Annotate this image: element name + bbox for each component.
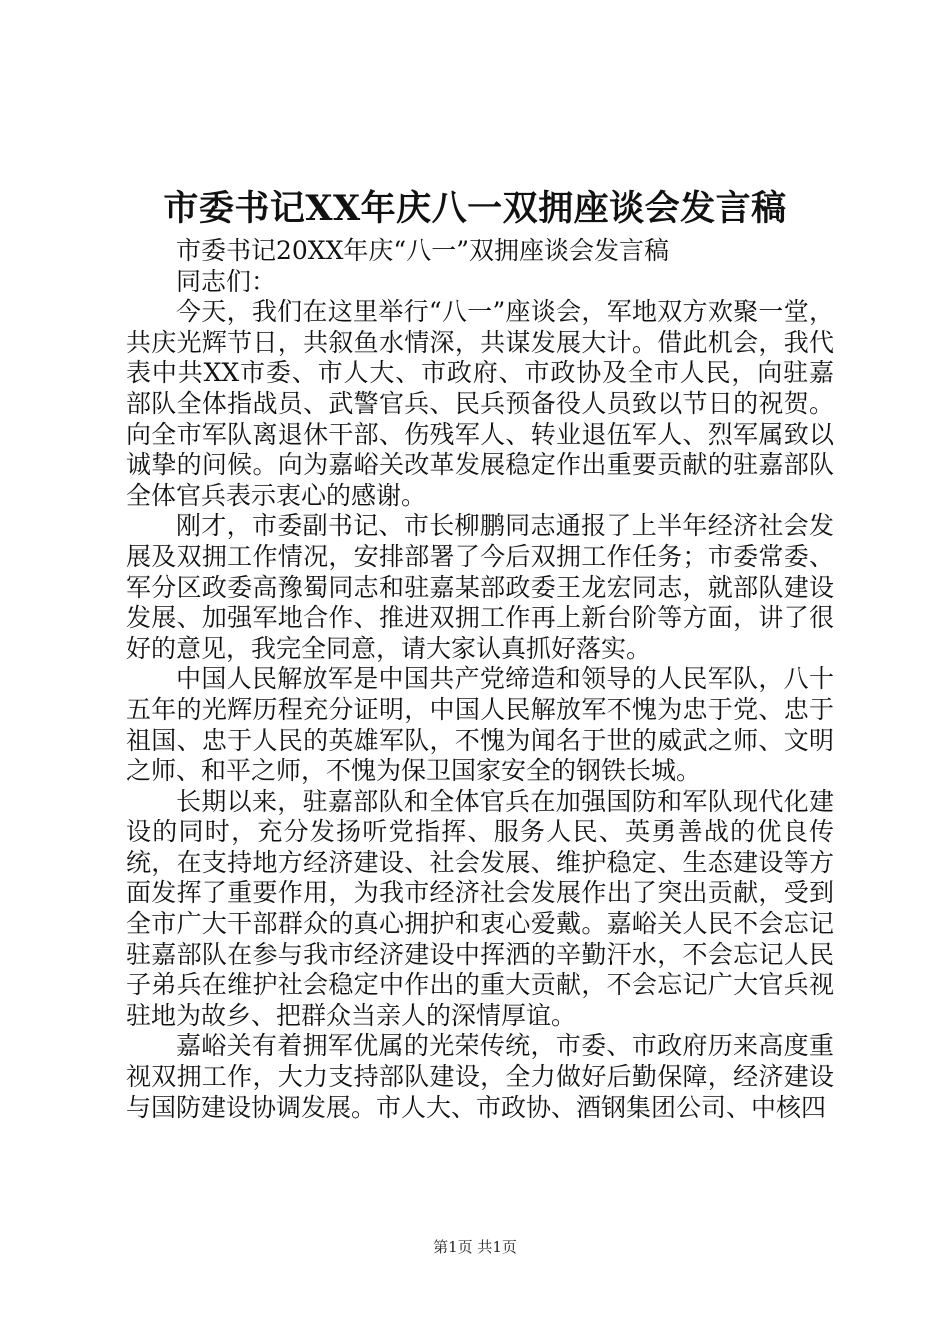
paragraph: 刚才，市委副书记、市长柳鹏同志通报了上半年经济社会发展及双拥工作情况，安排部署了今后双拥工作任务；市委常委、军分区政委高豫蜀同志和驻嘉某部政委王龙宏同志，就部队建设发展、加强军地合作、推进双拥工作再上新台阶等方面，讲了很好的意见，我完全同意，请大家认真抓好落实。 bbox=[126, 511, 834, 663]
page-footer: 第1页 共1页 bbox=[433, 1238, 517, 1256]
paragraph: 长期以来，驻嘉部队和全体官兵在加强国防和军队现代化建设的同时，充分发扬听党指挥、服务人民、英勇善战的优良传统，在支持地方经济建设、社会发展、维护稳定、生态建设等方面发挥了重要作用，为我市经济社会发展作出了突出贡献，受到全市广大干部群众的真心拥护和衷心爱戴。嘉峪关人民不会忘记驻嘉部队在参与我市经济建设中挥洒的辛勤汗水，不会忘记人民子弟兵在维护社会稳定中作出的重大贡献，不会忘记广大官兵视驻地为故乡、把群众当亲人的深情厚谊。 bbox=[126, 786, 834, 1030]
paragraph: 嘉峪关有着拥军优属的光荣传统，市委、市政府历来高度重视双拥工作，大力支持部队建设，全力做好后勤保障，经济建设与国防建设协调发展。市人大、市政协、酒钢集团公司、中核四 bbox=[126, 1031, 834, 1122]
salutation: 同志们： bbox=[176, 266, 277, 296]
paragraph: 中国人民解放军是中国共产党缔造和领导的人民军队，八十五年的光辉历程充分证明，中国人民解放军不愧为忠于党、忠于祖国、忠于人民的英雄军队，不愧为闻名于世的威武之师、文明之师、和平之师，不愧为保卫国家安全的钢铁长城。 bbox=[126, 664, 834, 786]
paragraph: 今天，我们在这里举行“八一”座谈会，军地双方欢聚一堂，共庆光辉节日，共叙鱼水情深，共谋发展大计。借此机会，我代表中共XX市委、市人大、市政府、市政协及全市人民，向驻嘉部队全体指战员、武警官兵、民兵预备役人员致以节日的祝贺。向全市军队离退休干部、伤残军人、转业退伍军人、烈军属致以诚挚的问候。向为嘉峪关改革发展稳定作出重要贡献的驻嘉部队全体官兵表示衷心的感谢。 bbox=[126, 297, 834, 510]
document-subtitle: 市委书记20XX年庆“八一”双拥座谈会发言稿 bbox=[176, 236, 669, 265]
document-body bbox=[126, 236, 834, 1123]
document-title: 市委书记XX年庆八一双拥座谈会发言稿 bbox=[163, 188, 787, 229]
